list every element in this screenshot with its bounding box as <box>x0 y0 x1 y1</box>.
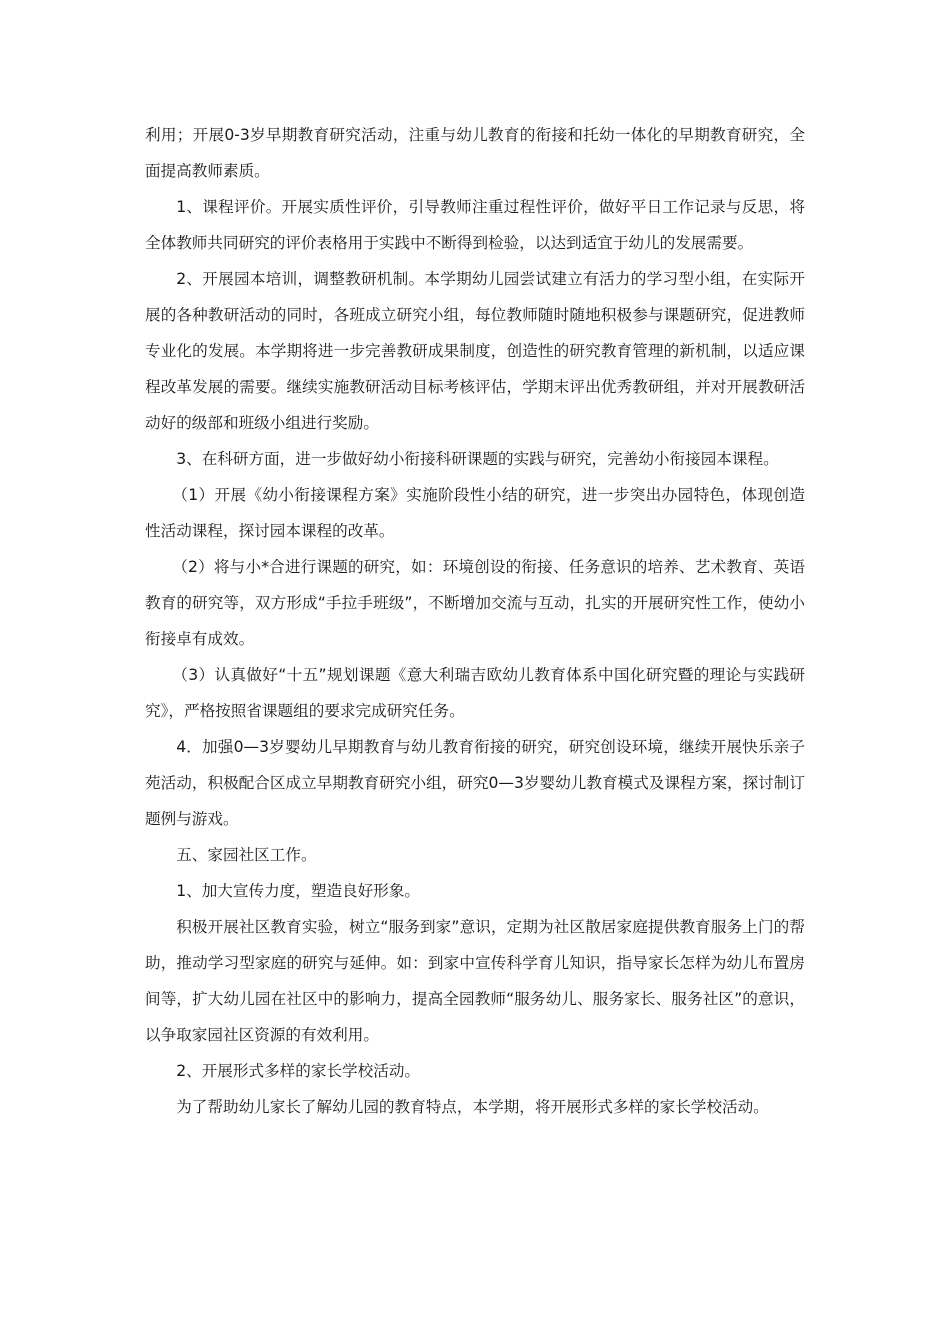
paragraph-research-item-1: （1）开展《幼小衔接课程方案》实施阶段性小结的研究，进一步突出办园特色，体现创造性活动课程，探讨园本课程的改革。 <box>145 486 805 540</box>
paragraph-research: 3、在科研方面，进一步做好幼小衔接科研课题的实践与研究，完善幼小衔接园本课程。 <box>176 450 779 468</box>
document-body <box>145 117 805 1125</box>
paragraph-community-education: 积极开展社区教育实验，树立“服务到家”意识，定期为社区散居家庭提供教育服务上门的帮助，推动学习型家庭的研究与延伸。如：到家中宣传科学育儿知识，指导家长怎样为幼儿布置房间等，扩大幼儿园在社区中的影响力，提高全园教师“服务幼儿、服务家长、服务社区”的意识，以争取家园社区资源的有效利用。 <box>145 918 805 1044</box>
section-heading-community: 五、家园社区工作。 <box>176 846 317 864</box>
paragraph-training: 2、开展园本培训，调整教研机制。本学期幼儿园尝试建立有活力的学习型小组，在实际开展的各种教研活动的同时，各班成立研究小组，每位教师随时随地积极参与课题研究，促进教师专业化的发展。本学期将进一步完善教研成果制度，创造性的研究教育管理的新机制，以适应课程改革发展的需要。继续实施教研活动目标考核评估，学期末评出优秀教研组，并对开展教研活动好的级部和班级小组进行奖励。 <box>145 270 805 432</box>
subheading-parent-school: 2、开展形式多样的家长学校活动。 <box>176 1062 421 1080</box>
paragraph-research-item-2: （2）将与小*合进行课题的研究，如：环境创设的衔接、任务意识的培养、艺术教育、英语教育的研究等，双方形成“手拉手班级”，不断增加交流与互动，扎实的开展研究性工作，使幼小衔接卓有成效。 <box>145 558 805 648</box>
subheading-publicity: 1、加大宣传力度，塑造良好形象。 <box>176 882 421 900</box>
paragraph-continuation: 利用；开展0-3岁早期教育研究活动，注重与幼儿教育的衔接和托幼一体化的早期教育研究，全面提高教师素质。 <box>145 126 805 180</box>
paragraph-early-education: 4．加强0—3岁婴幼儿早期教育与幼儿教育衔接的研究，研究创设环境，继续开展快乐亲子苑活动，积极配合区成立早期教育研究小组，研究0—3岁婴幼儿教育模式及课程方案，探讨制订题例与游戏。 <box>145 738 805 828</box>
paragraph-research-item-3: （3）认真做好“十五”规划课题《意大利瑞吉欧幼儿教育体系中国化研究暨的理论与实践研究》，严格按照省课题组的要求完成研究任务。 <box>145 666 805 720</box>
paragraph-parent-school: 为了帮助幼儿家长了解幼儿园的教育特点，本学期，将开展形式多样的家长学校活动。 <box>176 1098 769 1116</box>
paragraph-course-evaluation: 1、课程评价。开展实质性评价，引导教师注重过程性评价，做好平日工作记录与反思，将全体教师共同研究的评价表格用于实践中不断得到检验，以达到适宜于幼儿的发展需要。 <box>145 198 805 252</box>
